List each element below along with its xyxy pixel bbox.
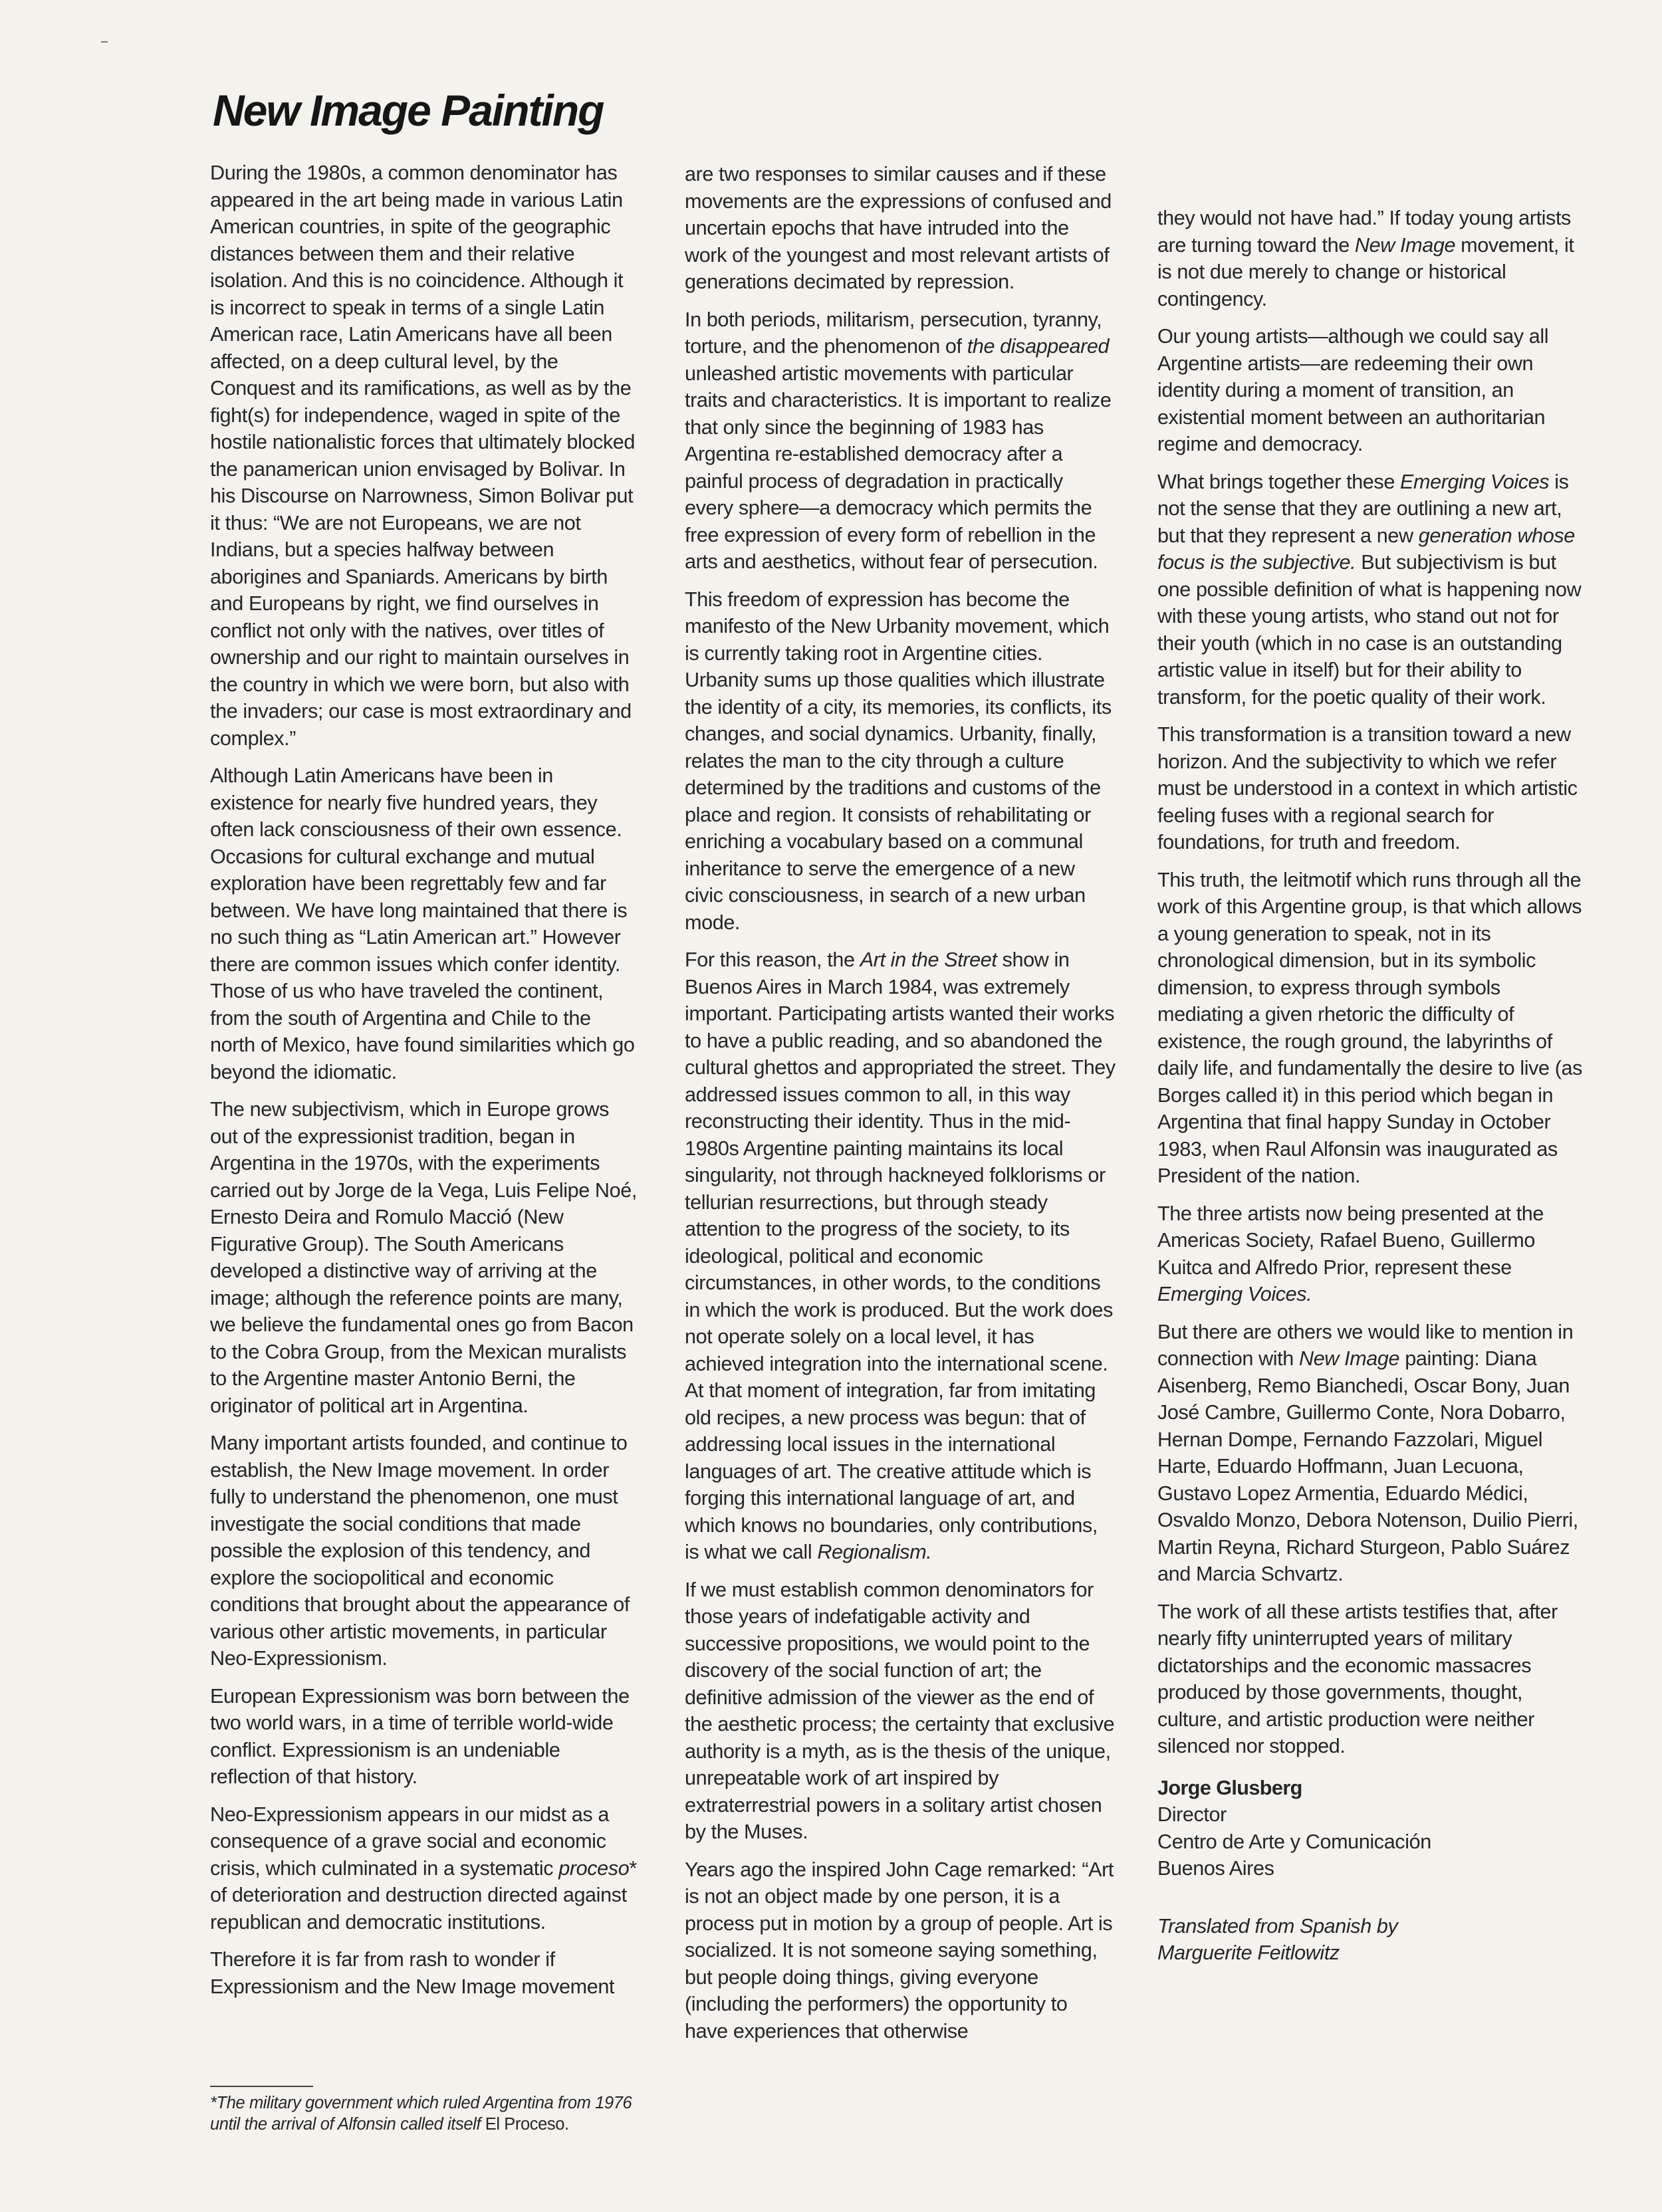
paragraph: The work of all these artists testifies that, after nearly fifty uninterrupted years of military dictatorships and the economic massacres produced by those governments, thought, culture, and artistic production were neither silenced nor stopped. [1157, 1600, 1558, 1757]
text-column-2 [685, 161, 1116, 2055]
paragraph [210, 1801, 639, 1936]
italic-term: Art in the Street [860, 948, 997, 971]
footnote-text: *The military government which ruled Argentina from 1976 until the arrival of Alfonsin called itself [210, 2094, 632, 2134]
paragraph: The new subjectivism, which in Europe grows out of the expressionist tradition, began in Argentina in the 1970s, with the experiments carried out by Jorge de la Vega, Luis Felipe Noé, Ernesto Deira and Romulo Macció (New Figurative Group). The South Americans developed a distinctive way of arriving at the image; although the reference points are many, we believe the fundamental ones go from Bacon to the Cobra Group, from the Mexican muralists to the Argentine master Antonio Berni, the originator of political art in Argentina. [210, 1098, 637, 1417]
paragraph: Years ago the inspired John Cage remarked: “Art is not an object made by one person, it is a process put in motion by a group of people. Art is socialized. It is not someone saying something, but people doing things, giving everyone (including the performers) the opportunity to have experiences that otherwise [685, 1858, 1114, 2043]
text-run: The three artists now being presented at the Americas Society, Rafael Bueno, Guillermo Kuitca and Alfredo Prior, represent these [1157, 1202, 1544, 1279]
text-run: What brings together these [1157, 470, 1401, 493]
paragraph: Therefore it is far from rash to wonder if Expressionism and the New Image movement [210, 1948, 615, 1998]
text-run: movement, it is not due merely to change or historical contingency. [1157, 233, 1574, 310]
author-name: Jorge Glusberg [1157, 1776, 1302, 1799]
italic-term: proceso [558, 1856, 630, 1880]
footnote [210, 2092, 649, 2135]
italic-term: Emerging Voices. [1157, 1283, 1312, 1305]
italic-term: New Image [1354, 233, 1456, 257]
author-city: Buenos Aires [1157, 1857, 1274, 1880]
italic-term: the disappeared [967, 335, 1110, 358]
paragraph [1157, 1319, 1583, 1588]
paragraph [1157, 469, 1583, 711]
italic-term: generation whose focus is the subjective. [1157, 524, 1575, 574]
paragraph: This truth, the leitmotif which runs through all the work of this Argentine group, is that which allows a young generation to speak, not in its chronological dimension, but in its symbolic dimension, to express through symbols mediating a given rhetoric the difficulty of existence, the rough ground, the labyrinths of daily life, and fundamentally the desire to live (as Borges called it) in this period which began in Argentina that final happy Sunday in October 1983, when Raul Alfonsin was inaugurated as President of the nation. [1157, 868, 1583, 1187]
paragraph: If we must establish common denominators for those years of indefatigable activity and successive propositions, we would point to the discovery of the social function of art; the definitive admission of the viewer as the end of the aesthetic process; the certainty that exclusive authority is a myth, as is the thesis of the unique, unrepeatable work of art inspired by extraterrestrial powers in a solitary artist chosen by the Muses. [685, 1578, 1115, 1843]
paragraph: are two responses to similar causes and if these movements are the expressions of confused and uncertain epochs that have intruded into the work of the youngest and most relevant artists of generations decimated by repression. [685, 163, 1112, 293]
text-run: Neo-Expressionism appears in our midst as a consequence of a grave social and economic crisis, which culminated in a systematic [210, 1803, 610, 1880]
footnote-divider [210, 2086, 313, 2087]
text-run: is not the sense that they are outlining a new art, but that they represent a new [1157, 470, 1569, 547]
paragraph: This transformation is a transition toward a new horizon. And the subjectivity to which we refer must be understood in a context in which artistic feeling fuses with a regional search for foundations, for truth and freedom. [1157, 723, 1578, 853]
text-run: For this reason, the [685, 948, 860, 971]
text-run: they would not have had.” If today young artists are turning toward the [1157, 207, 1571, 257]
text-run: But subjectivism is but one possible definition of what is happening now with these young artists, who stand out not for their youth (which in no case is an outstanding artistic value in itself) but for their ability to transform, for the poetic quality of their work. [1157, 551, 1582, 709]
italic-term: New Image [1299, 1347, 1400, 1370]
text-run: But there are others we would like to mention in connection with [1157, 1320, 1574, 1370]
italic-term: Emerging Voices [1400, 470, 1550, 493]
paragraph: Although Latin Americans have been in existence for nearly five hundred years, they often lack consciousness of their own essence. Occasions for cultural exchange and mutual exploration have been regrettably few and far between. We have long maintained that there is no such thing as “Latin American art.” However there are common issues which confer identity. Those of us who have traveled the continent, from the south of Argentina and Chile to the north of Mexico, have found similarities which go beyond the idiomatic. [210, 764, 635, 1083]
text-run: painting: Diana Aisenberg, Remo Bianchedi, Oscar Bony, Juan José Cambre, Guillermo Conte, Nora Dobarro, Hernan Dompe, Fernando Fazzolari, Miguel Harte, Eduardo Hoffmann, Juan Lecuona, Gustavo Lopez Armentia, Eduardo Médici, Osvaldo Monzo, Debora Notenson, Duilio Pierri, Martin Reyna, Richard Sturgeon, Pablo Suárez and Marcia Schvartz. [1157, 1347, 1578, 1585]
translation-credit-line-2: Marguerite Feitlowitz [1157, 1941, 1340, 1964]
text-column-3 [1157, 205, 1583, 1967]
paragraph [1157, 1200, 1583, 1308]
paragraph: European Expressionism was born between the two world wars, in a time of terrible world-wide conflict. Expressionism is an undeniable reflection of that history. [210, 1684, 630, 1788]
paragraph: Many important artists founded, and continue to establish, the New Image movement. In order fully to understand the phenomenon, one must investigate the social conditions that made possible the explosion of this tendency, and explore the sociopolitical and economic conditions that brought about the appearance of various other artistic movements, in particular Neo-Expressionism. [210, 1432, 630, 1670]
author-role: Director [1157, 1803, 1227, 1826]
text-run: In both periods, militarism, persecution, tyranny, torture, and the phenomenon of [685, 308, 1102, 358]
paragraph [685, 306, 1116, 576]
paragraph [685, 946, 1116, 1566]
author-organization: Centro de Arte y Comunicación [1157, 1830, 1431, 1853]
margin-mark [101, 41, 108, 43]
page-title: New Image Painting [213, 86, 604, 135]
footnote-term: El Proceso. [485, 2115, 569, 2134]
paragraph [1157, 205, 1583, 312]
translation-credit-line-1: Translated from Spanish by [1157, 1914, 1398, 1937]
text-run: unleashed artistic movements with particular traits and characteristics. It is important to realize that only since the beginning of 1983 has Argentina re-established democracy after a painful process of degradation in practically every sphere—a democracy which permits the free expression of every form of rebellion in the arts and aesthetics, without fear of persecution. [685, 362, 1112, 573]
paragraph: Our young artists—although we could say all Argentine artists—are redeeming their own identity during a moment of transition, an existential moment between an authoritarian regime and democracy. [1157, 325, 1549, 455]
text-column-1 [210, 160, 639, 2011]
text-run: show in Buenos Aires in March 1984, was extremely important. Participating artists wanted their works to have a public reading, and so abandoned the cultural ghettos and appropriated the street. They addressed issues common to all, in this way reconstructing their identity. Thus in the mid-1980s Argentine painting maintains its local singularity, not through hackneyed folklorisms or tellurian resurrections, but through steady attention to the progress of the society, to its ideological, political and economic circumstances, in other words, to the conditions in which the work is produced. But the work does not operate solely on a local level, it has achieved integration into the international scene. At that moment of integration, far from imitating old recipes, a new process was begun: that of addressing local issues in the international languages of art. The creative attitude which is forging this international language of art, and which knows no boundaries, only contributions, is what we call [685, 948, 1116, 1563]
italic-term: Regionalism. [817, 1541, 932, 1563]
text-run: * of deterioration and destruction directed against republican and democratic institutions. [210, 1856, 637, 1934]
paragraph: During the 1980s, a common denominator has appeared in the art being made in various Latin American countries, in spite of the geographic distances between them and their relative isolation. And this is no coincidence. Although it is incorrect to speak in terms of a single Latin American race, Latin Americans have all been affected, on a deep cultural level, by the Conquest and its ramifications, as well as by the fight(s) for independence, waged in spite of the hostile nationalistic forces that ultimately blocked the panamerican union envisaged by Bolivar. In his Discourse on Narrowness, Simon Bolivar put it thus: “We are not Europeans, we are not Indians, but a species halfway between aborigines and Spaniards. Americans by birth and Europeans by right, we find ourselves in conflict not only with the natives, over titles of ownership and our right to maintain ourselves in the country in which we were born, but also with the invaders; our case is most extraordinary and complex.” [210, 162, 635, 750]
paragraph: This freedom of expression has become the manifesto of the New Urbanity movement, which is currently taking root in Argentine cities. Urbanity sums up those qualities which illustrate the identity of a city, its memories, its conflicts, its changes, and social dynamics. Urbanity, finally, relates the man to the city through a culture determined by the traditions and customs of the place and region. It consists of rehabilitating or enriching a vocabulary based on a communal inheritance to serve the emergence of a new civic consciousness, in search of a new urban mode. [685, 588, 1112, 934]
